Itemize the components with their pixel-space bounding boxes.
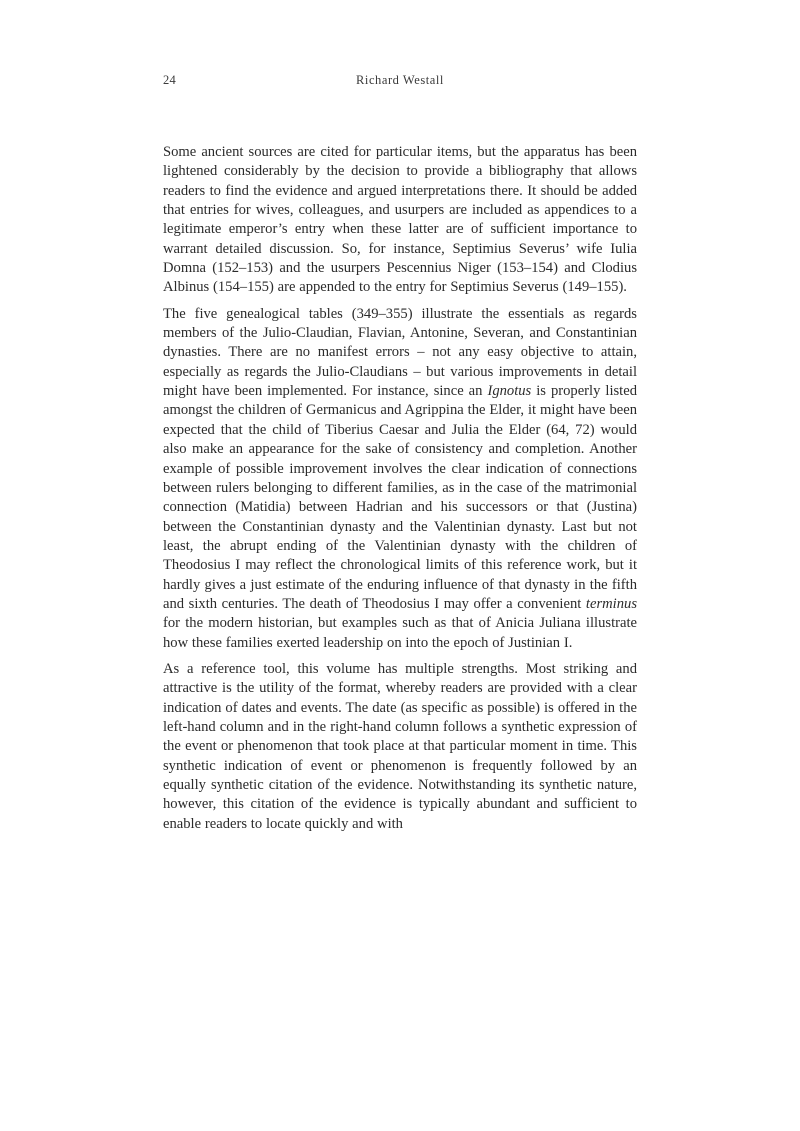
- page-number: 24: [163, 73, 176, 87]
- text-run: for the modern historian, but examples such as that of Anicia Juliana illustrate how these families exerted leadership on into the epoch of Justinian I.: [163, 615, 637, 651]
- text-run: The five genealogical tables (349–355) illustrate the essentials as regards members of the Julio-Claudian, Flavian, Antonine, Severan, and Constantinian dynasties. There are no manifest errors – not any easy objective to attain, especially as regards the Julio-Claudians – but various improvements in detail might have been implemented. For instance, since an: [163, 305, 637, 400]
- body-text: [163, 143, 637, 834]
- italic-term: Ignotus: [487, 383, 532, 400]
- paragraph: [163, 143, 637, 298]
- running-head: [163, 72, 637, 88]
- paragraph: [163, 660, 637, 834]
- text-run: Some ancient sources are cited for particular items, but the apparatus has been lightened considerably by the decision to provide a bibliography that allows readers to find the evidence and argued interpretations there. It should be added that entries for wives, colleagues, and usurpers are included as appendices to a legitimate emperor’s entry when these latter are of sufficient importance to warrant detailed discussion. So, for instance, Septimius Severus’ wife Iulia Domna (152–153) and the usurpers Pescennius Niger (153–154) and Clodius Albinus (154–155) are appended to the entry for Septimius Severus (149–155).: [163, 144, 637, 296]
- text-run: is properly listed amongst the children of Germanicus and Agrippina the Elder, it might have been expected that the child of Tiberius Caesar and Julia the Elder (64, 72) would also make an appearance for the sake of consistency and completion. Another example of possible improvement involves the clear indication of connections between rulers belonging to different families, as in the case of the matrimonial connection (Matidia) between Hadrian and his successors or that (Justina) between the Constantinian dynasty and the Valentinian dynasty. Last but not least, the abrupt ending of the Valentinian dynasty with the children of Theodosius I may reflect the chronological limits of this reference work, but it hardly gives a just estimate of the enduring influence of that dynasty in the fifth and sixth centuries. The death of Theodosius I may offer a convenient: [163, 383, 638, 612]
- running-title: Richard Westall: [356, 73, 444, 87]
- paragraph: [163, 305, 637, 653]
- italic-term: terminus: [585, 595, 637, 612]
- text-run: As a reference tool, this volume has multiple strengths. Most striking and attractive is the utility of the format, whereby readers are provided with a clear indication of dates and events. The date (as specific as possible) is offered in the left-hand column and in the right-hand column follows a synthetic expression of the event or phenomenon that took place at that particular moment in time. This synthetic indication of event or phenomenon is frequently followed by an equally synthetic citation of the evidence. Notwithstanding its synthetic nature, however, this citation of the evidence is typically abundant and sufficient to enable readers to locate quickly and with: [163, 660, 637, 832]
